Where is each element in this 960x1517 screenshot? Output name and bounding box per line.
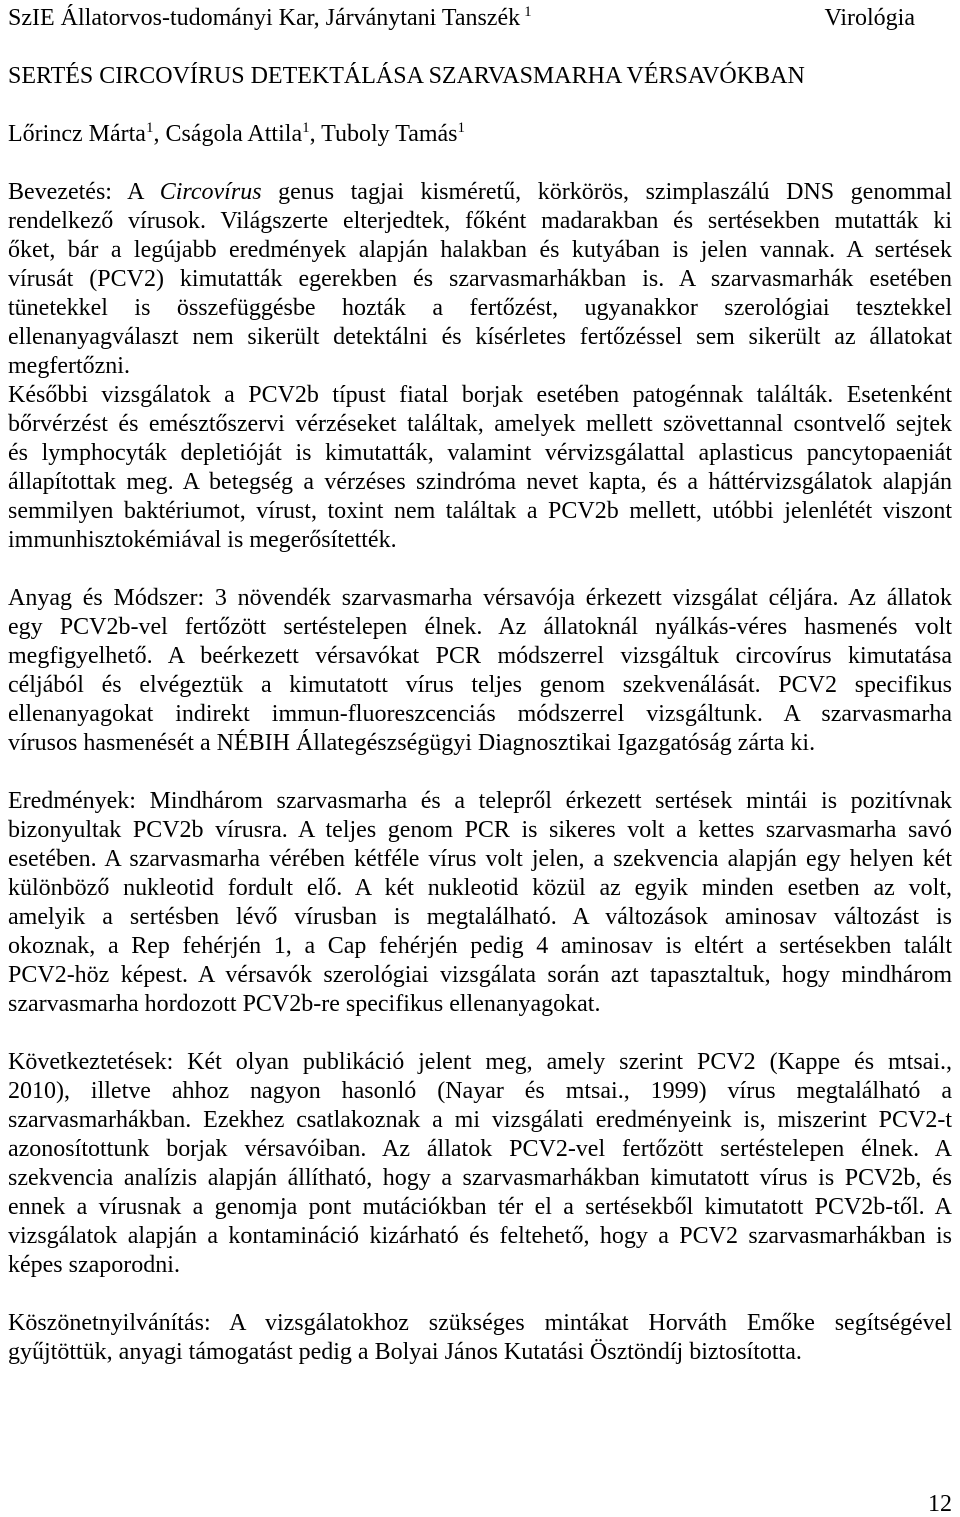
paragraph — [8, 787, 952, 1019]
running-header — [8, 4, 952, 33]
text-line: semmilyen baktériumot, vírust, toxint nem találtak a PCV2b mellett, utóbbi jelenlétét viszont — [8, 498, 952, 524]
text-line: vizsgálatok alapján a kontamináció kizárható és feltehető, hogy a PCV2 szarvasmarhákban is — [8, 1223, 952, 1249]
acknowledgements-section — [8, 1309, 952, 1367]
author-name: Tuboly Tamás — [321, 121, 458, 147]
text-line: ellenanyagválaszt nem sikerült detektálni és kísérletes fertőzéssel sem sikerült az állatokat — [8, 324, 952, 350]
text-line: és lymphocyták depletióját is kimutatták, valamint vérvizsgálattal aplasticus pancytopaeniát — [8, 440, 952, 466]
text-line: ellenanyagokat indirekt immun-fluoreszcenciás módszerrel vizsgáltunk. A szarvasmarha — [8, 701, 952, 727]
text-segment: genus tagjai kisméretű, körkörös, szimplaszálú DNS genommal — [261, 179, 952, 205]
page-number: 12 — [928, 1491, 952, 1517]
text-line: Köszönetnyilvánítás: A vizsgálatokhoz szükséges mintákat Horváth Emőke segítségével — [8, 1310, 952, 1336]
header-institution-text: SzIE Állatorvos-tudományi Kar, Járványtani Tanszék — [8, 5, 521, 31]
author-list — [8, 120, 952, 149]
text-line: gyűjtöttük, anyagi támogatást pedig a Bolyai János Kutatási Ösztöndíj biztosította. — [8, 1339, 802, 1365]
conclusions-section — [8, 1048, 952, 1280]
text-line: állapítottak meg. A betegség a vérzéses szindróma nevet kapta, és a háttérvizsgálatok alapján — [8, 469, 952, 495]
materials-methods-section — [8, 584, 952, 758]
author-affiliation-mark: 1 — [145, 120, 154, 136]
paragraph — [8, 178, 952, 381]
text-line: bőrvérzést és emésztőszervi vérzéseket találtak, amelyek mellett szövettannal csontvelő sejtek — [8, 411, 952, 437]
text-line: különböző nukleotid fordult elő. A két nukleotid közül az egyik minden esetben az volt, — [8, 875, 952, 901]
text-line: rendelkező vírusok. Világszerte elterjedtek, főként madarakban és sertésekben mutatták ki — [8, 208, 952, 234]
text-line: amelyik a sertésben lévő vírusban is megtalálható. A változások aminosav változást is — [8, 904, 952, 930]
text-line: szarvasmarhákban. Ezekhez csatlakoznak a mi vizsgálati eredményeink is, miszerint PCV2-t — [8, 1107, 952, 1133]
text-line: egy PCV2b-vel fertőzött sertéstelepen élnek. Az állatoknál nyálkás-véres hasmenés volt — [8, 614, 952, 640]
text-line — [8, 178, 952, 207]
text-line: azonosítottunk borjak vérsavóiban. Az állatok PCV2-vel fertőzött sertéstelepen élnek. A — [8, 1136, 952, 1162]
text-line: Későbbi vizsgálatok a PCV2b típust fiatal borjak esetében patogénnak találták. Esetenként — [8, 382, 952, 408]
paragraph — [8, 1309, 952, 1367]
text-line: Következtetések: Két olyan publikáció jelent meg, amely szerint PCV2 (Kappe és mtsai., — [8, 1049, 952, 1075]
text-line: szekvencia analízis alapján állítható, hogy a szarvasmarhákban kimutatott vírus is PCV2b, és — [8, 1165, 952, 1191]
text-line: szarvasmarha hordozott PCV2b-re specifikus ellenanyagokat. — [8, 991, 601, 1017]
text-line: okoznak, a Rep fehérjén 1, a Cap fehérjén pedig 4 aminosav is eltért a sertésekben talált — [8, 933, 952, 959]
paragraph — [8, 584, 952, 758]
text-line: 2010), illetve ahhoz nagyon hasonló (Nayar és mtsai., 1999) vírus megtalálható a — [8, 1078, 952, 1104]
author-separator: , — [309, 121, 322, 147]
text-line: tünetekkel is összefüggésbe hozták a fertőzést, ugyanakkor szerológiai tesztekkel — [8, 295, 952, 321]
author-name: Lőrincz Márta — [8, 121, 146, 147]
text-line: vírusos hasmenését a NÉBIH Állategészségügyi Diagnosztikai Igazgatóság zárta ki. — [8, 730, 816, 756]
paragraph — [8, 1048, 952, 1280]
text-line: Eredmények: Mindhárom szarvasmarha és a telepről érkezett sertések mintái is pozitívnak — [8, 788, 952, 814]
paper-title: SERTÉS CIRCOVÍRUS DETEKTÁLÁSA SZARVASMARHA VÉRSAVÓKBAN — [8, 63, 805, 89]
text-line: bizonyultak PCV2b vírusra. A teljes genom PCR is sikeres volt a kettes szarvasmarha savó — [8, 817, 952, 843]
abstract-body — [8, 178, 952, 1367]
text-line: PCV2-höz képest. A vérsavók szerológiai vizsgálata során azt tapasztaltuk, hogy mindhárom — [8, 962, 952, 988]
text-line: megfigyelhető. A beérkezett vérsavókat PCR módszerrel vizsgáltuk circovírus kimutatása — [8, 643, 952, 669]
text-line: ennek a vírusnak a genomja pont mutációkban tér el a sertésekből kimutatott PCV2b-től. A — [8, 1194, 952, 1220]
paragraph — [8, 381, 952, 555]
text-segment: Bevezetés: A — [8, 179, 160, 205]
text-line: képes szaporodni. — [8, 1252, 180, 1278]
author-name: Cságola Attila — [165, 121, 303, 147]
italic-term: Circovírus — [159, 179, 262, 205]
author-affiliation-mark: 1 — [457, 120, 466, 136]
text-line: megfertőzni. — [8, 353, 130, 379]
text-line: immunhisztokémiával is megerősítették. — [8, 527, 397, 553]
results-section — [8, 787, 952, 1019]
text-line: vírusát (PCV2) kimutatták egerekben és szarvasmarhákban is. A szarvasmarhák esetében — [8, 266, 952, 292]
text-line: esetében. A szarvasmarha vérében kétféle vírus volt jelen, a szekvencia alapján egy helyen két — [8, 846, 952, 872]
header-subject: Virológia — [824, 5, 915, 31]
author-affiliation-mark: 1 — [302, 120, 310, 136]
header-affiliation-mark: 1 — [524, 4, 532, 20]
text-line: céljából és elvégeztük a kimutatott vírus teljes genom szekvenálását. PCV2 specifikus — [8, 672, 952, 698]
header-institution — [8, 4, 532, 33]
introduction-section — [8, 178, 952, 555]
text-line: őket, bár a legújabb eredmények alapján halakban és kutyában is jelen vannak. A sertések — [8, 237, 952, 263]
text-line: Anyag és Módszer: 3 növendék szarvasmarha vérsavója érkezett vizsgálat céljára. Az állatok — [8, 585, 952, 611]
author-separator: , — [153, 121, 166, 147]
